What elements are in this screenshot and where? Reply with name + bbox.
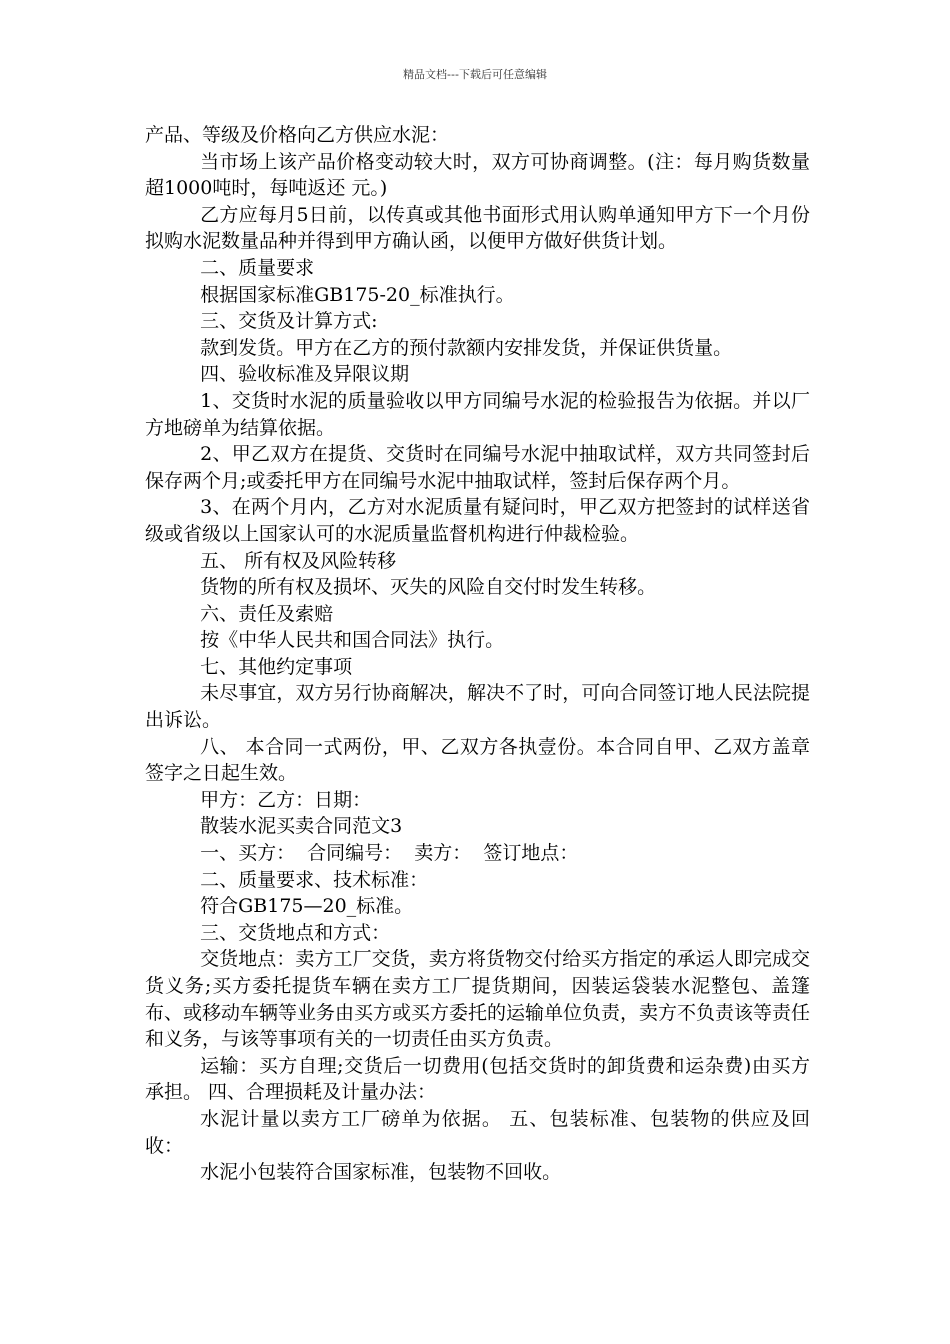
paragraph: 3、在两个月内，乙方对水泥质量有疑问时，甲乙双方把签封的试样送省级或省级以上国家认可的水泥质量监督机构进行仲裁检验。 <box>145 496 810 545</box>
section-heading: 三、交货及计算方式: <box>200 310 378 333</box>
paragraph: 当市场上该产品价格变动较大时，双方可协商调整。(注：每月购货数量超1000吨时，每吨返还 元。) <box>145 150 810 200</box>
paragraph: 款到发货。甲方在乙方的预付款额内安排发货，并保证供货量。 <box>200 336 733 359</box>
paragraph: 八、 本合同一式两份，甲、乙双方各执壹份。本合同自甲、乙双方盖章签字之日起生效。 <box>145 735 810 785</box>
paragraph: 2、甲乙双方在提货、交货时在同编号水泥中抽取试样，双方共同签封后保存两个月;或委托甲方在同编号水泥中抽取试样，签封后保存两个月。 <box>145 443 810 492</box>
section-heading: 六、责任及索赔 <box>200 602 334 625</box>
paragraph: 货物的所有权及损坏、灭失的风险自交付时发生转移。 <box>200 576 657 599</box>
paragraph: 水泥小包装符合国家标准，包装物不回收。 <box>200 1161 562 1184</box>
paragraph: 交货地点：卖方工厂交货，卖方将货物交付给买方指定的承运人即完成交货义务;买方委托提货车辆在卖方工厂提货期间，因装运袋装水泥整包、盖篷布、或移动车辆等业务由买方或买方委托的运输单位负责，卖方不负责该等责任和义务，与该等事项有关的一切责任由买方负责。 <box>145 948 811 1051</box>
signature-line: 甲方：乙方：日期： <box>200 788 372 811</box>
paragraph: 根据国家标准GB175-20_标准执行。 <box>200 283 515 306</box>
paragraph: 产品、等级及价格向乙方供应水泥： <box>145 124 450 146</box>
paragraph: 1、交货时水泥的质量验收以甲方同编号水泥的检验报告为依据。并以厂方地磅单为结算依据。 <box>145 389 810 439</box>
paragraph: 运输：买方自理;交货后一切费用(包括交货时的卸货费和运杂费)由买方承担。 四、合理损耗及计量办法： <box>145 1054 810 1104</box>
section-heading: 四、验收标准及异限议期 <box>200 363 410 386</box>
page-header: 精品文档---下载后可任意编辑 <box>403 68 547 81</box>
section-heading: 三、交货地点和方式： <box>200 921 391 944</box>
section-heading: 五、 所有权及风险转移 <box>200 549 397 572</box>
document-body <box>145 122 810 1186</box>
paragraph: 按《中华人民共和国合同法》执行。 <box>200 629 505 652</box>
paragraph: 符合GB175—20_标准。 <box>200 895 414 918</box>
paragraph: 一、买方： 合同编号： 卖方： 签订地点： <box>200 842 579 865</box>
section-heading: 二、质量要求 <box>200 256 315 279</box>
document-title: 散装水泥买卖合同范文3 <box>200 815 403 838</box>
paragraph: 乙方应每月5日前，以传真或其他书面形式用认购单通知甲方下一个月份拟购水泥数量品种并得到甲方确认函，以便甲方做好供货计划。 <box>145 203 810 253</box>
paragraph: 水泥计量以卖方工厂磅单为依据。 五、包装标准、包装物的供应及回收： <box>145 1107 810 1157</box>
paragraph: 未尽事宜，双方另行协商解决，解决不了时，可向合同签订地人民法院提出诉讼。 <box>145 682 810 732</box>
section-heading: 二、质量要求、技术标准： <box>200 868 429 891</box>
section-heading: 七、其他约定事项 <box>200 655 353 678</box>
